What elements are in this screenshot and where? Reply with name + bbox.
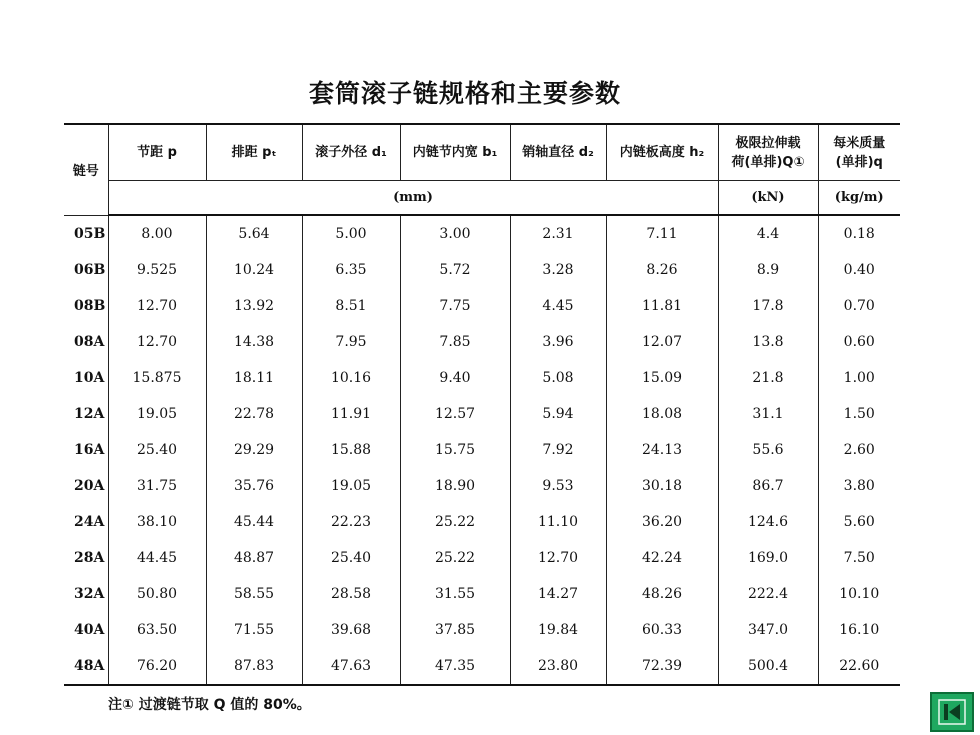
value-cell: 14.27 xyxy=(510,576,606,612)
value-cell: 11.91 xyxy=(302,396,400,432)
value-cell: 7.11 xyxy=(606,215,718,252)
unit-row xyxy=(64,181,900,216)
table-row xyxy=(64,468,900,504)
value-cell: 55.6 xyxy=(718,432,818,468)
value-cell: 4.4 xyxy=(718,215,818,252)
value-cell: 23.80 xyxy=(510,648,606,685)
header-row xyxy=(64,124,900,181)
value-cell: 44.45 xyxy=(108,540,206,576)
value-cell: 19.05 xyxy=(302,468,400,504)
value-cell: 29.29 xyxy=(206,432,302,468)
chain-number-cell: 16A xyxy=(74,442,105,458)
header-col-2-line: 排距 pₜ xyxy=(231,145,277,160)
header-col-7-line: 荷(单排)Q① xyxy=(731,154,805,170)
value-cell: 63.50 xyxy=(108,612,206,648)
value-cell: 25.40 xyxy=(108,432,206,468)
value-cell: 7.50 xyxy=(818,540,900,576)
value-cell: 8.00 xyxy=(108,215,206,252)
value-cell: 15.875 xyxy=(108,360,206,396)
value-cell: 19.05 xyxy=(108,396,206,432)
table-row xyxy=(64,252,900,288)
value-cell: 37.85 xyxy=(400,612,510,648)
value-cell: 22.23 xyxy=(302,504,400,540)
table-row xyxy=(64,648,900,685)
value-cell: 8.9 xyxy=(718,252,818,288)
value-cell: 11.10 xyxy=(510,504,606,540)
value-cell: 9.40 xyxy=(400,360,510,396)
value-cell: 3.80 xyxy=(818,468,900,504)
table-row xyxy=(64,215,900,252)
value-cell: 25.22 xyxy=(400,540,510,576)
value-cell: 48.87 xyxy=(206,540,302,576)
value-cell: 3.28 xyxy=(510,252,606,288)
value-cell: 10.16 xyxy=(302,360,400,396)
skip-to-first-icon xyxy=(937,698,967,726)
value-cell: 2.31 xyxy=(510,215,606,252)
value-cell: 347.0 xyxy=(718,612,818,648)
header-col-1 xyxy=(108,124,206,181)
value-cell: 25.40 xyxy=(302,540,400,576)
value-cell: 16.10 xyxy=(818,612,900,648)
value-cell: 7.92 xyxy=(510,432,606,468)
chain-number-cell: 24A xyxy=(74,514,105,530)
value-cell: 60.33 xyxy=(606,612,718,648)
header-col-4 xyxy=(400,124,510,181)
value-cell: 3.00 xyxy=(400,215,510,252)
header-col-8-line: (单排)q xyxy=(835,154,883,170)
value-cell: 124.6 xyxy=(718,504,818,540)
value-cell: 5.60 xyxy=(818,504,900,540)
table-row xyxy=(64,396,900,432)
chain-number-cell: 06B xyxy=(74,262,106,278)
value-cell: 21.8 xyxy=(718,360,818,396)
unit-mm: (mm) xyxy=(108,181,718,216)
value-cell: 31.1 xyxy=(718,396,818,432)
value-cell: 7.95 xyxy=(302,324,400,360)
page-title: 套筒滚子链规格和主要参数 xyxy=(308,79,621,108)
value-cell: 31.75 xyxy=(108,468,206,504)
value-cell: 10.24 xyxy=(206,252,302,288)
value-cell: 87.83 xyxy=(206,648,302,685)
header-col-1-line: 节距 p xyxy=(137,145,177,160)
value-cell: 12.70 xyxy=(510,540,606,576)
value-cell: 71.55 xyxy=(206,612,302,648)
value-cell: 1.50 xyxy=(818,396,900,432)
value-cell: 22.60 xyxy=(818,648,900,685)
value-cell: 12.57 xyxy=(400,396,510,432)
value-cell: 15.75 xyxy=(400,432,510,468)
value-cell: 38.10 xyxy=(108,504,206,540)
value-cell: 3.96 xyxy=(510,324,606,360)
header-col-5 xyxy=(510,124,606,181)
chain-number-cell: 32A xyxy=(74,586,105,602)
value-cell: 0.40 xyxy=(818,252,900,288)
header-col-3 xyxy=(302,124,400,181)
value-cell: 48.26 xyxy=(606,576,718,612)
value-cell: 18.11 xyxy=(206,360,302,396)
value-cell: 13.92 xyxy=(206,288,302,324)
chain-number-cell: 40A xyxy=(74,622,105,638)
table-row xyxy=(64,504,900,540)
value-cell: 86.7 xyxy=(718,468,818,504)
value-cell: 9.525 xyxy=(108,252,206,288)
value-cell: 22.78 xyxy=(206,396,302,432)
value-cell: 18.08 xyxy=(606,396,718,432)
chain-number-cell: 08A xyxy=(74,334,105,350)
table-row xyxy=(64,612,900,648)
value-cell: 0.60 xyxy=(818,324,900,360)
unit-kgm: (kg/m) xyxy=(818,181,900,216)
value-cell: 0.70 xyxy=(818,288,900,324)
value-cell: 0.18 xyxy=(818,215,900,252)
value-cell: 2.60 xyxy=(818,432,900,468)
value-cell: 72.39 xyxy=(606,648,718,685)
value-cell: 9.53 xyxy=(510,468,606,504)
chain-number-cell: 28A xyxy=(74,550,105,566)
table-row xyxy=(64,540,900,576)
value-cell: 15.09 xyxy=(606,360,718,396)
unit-kn: (kN) xyxy=(718,181,818,216)
chain-number-cell: 12A xyxy=(74,406,105,422)
value-cell: 6.35 xyxy=(302,252,400,288)
value-cell: 39.68 xyxy=(302,612,400,648)
value-cell: 15.88 xyxy=(302,432,400,468)
value-cell: 12.70 xyxy=(108,324,206,360)
header-col-2 xyxy=(206,124,302,181)
value-cell: 11.81 xyxy=(606,288,718,324)
value-cell: 47.63 xyxy=(302,648,400,685)
value-cell: 28.58 xyxy=(302,576,400,612)
value-cell: 58.55 xyxy=(206,576,302,612)
value-cell: 8.26 xyxy=(606,252,718,288)
table-row xyxy=(64,324,900,360)
chain-number-cell: 08B xyxy=(74,298,106,314)
value-cell: 14.38 xyxy=(206,324,302,360)
value-cell: 5.72 xyxy=(400,252,510,288)
table-row xyxy=(64,288,900,324)
table-row xyxy=(64,360,900,396)
value-cell: 25.22 xyxy=(400,504,510,540)
header-col-8 xyxy=(818,124,900,181)
first-slide-button[interactable] xyxy=(930,692,974,732)
header-col-8-line: 每米质量 xyxy=(833,135,886,151)
value-cell: 17.8 xyxy=(718,288,818,324)
value-cell: 12.07 xyxy=(606,324,718,360)
value-cell: 24.13 xyxy=(606,432,718,468)
header-col-6 xyxy=(606,124,718,181)
header-chain-no: 链号 xyxy=(64,124,108,215)
value-cell: 13.8 xyxy=(718,324,818,360)
value-cell: 10.10 xyxy=(818,576,900,612)
chain-number-cell: 10A xyxy=(74,370,105,386)
header-col-7-line: 极限拉伸载 xyxy=(735,135,801,151)
value-cell: 31.55 xyxy=(400,576,510,612)
table-row xyxy=(64,576,900,612)
footnote: 注① 过渡链节取 Q 值的 80%。 xyxy=(108,697,311,713)
value-cell: 12.70 xyxy=(108,288,206,324)
value-cell: 30.18 xyxy=(606,468,718,504)
value-cell: 169.0 xyxy=(718,540,818,576)
value-cell: 50.80 xyxy=(108,576,206,612)
header-col-3-line: 滚子外径 d₁ xyxy=(315,145,387,160)
chain-number-cell: 20A xyxy=(74,478,105,494)
value-cell: 7.85 xyxy=(400,324,510,360)
header-col-4-line: 内链节内宽 b₁ xyxy=(412,145,498,160)
value-cell: 76.20 xyxy=(108,648,206,685)
value-cell: 36.20 xyxy=(606,504,718,540)
value-cell: 18.90 xyxy=(400,468,510,504)
value-cell: 47.35 xyxy=(400,648,510,685)
value-cell: 500.4 xyxy=(718,648,818,685)
value-cell: 5.08 xyxy=(510,360,606,396)
chain-spec-table xyxy=(64,123,900,686)
value-cell: 4.45 xyxy=(510,288,606,324)
chain-number-cell: 05B xyxy=(74,225,106,242)
value-cell: 19.84 xyxy=(510,612,606,648)
value-cell: 5.94 xyxy=(510,396,606,432)
value-cell: 1.00 xyxy=(818,360,900,396)
value-cell: 7.75 xyxy=(400,288,510,324)
value-cell: 5.00 xyxy=(302,215,400,252)
value-cell: 35.76 xyxy=(206,468,302,504)
value-cell: 45.44 xyxy=(206,504,302,540)
header-col-7 xyxy=(718,124,818,181)
table-row xyxy=(64,432,900,468)
value-cell: 222.4 xyxy=(718,576,818,612)
value-cell: 42.24 xyxy=(606,540,718,576)
value-cell: 8.51 xyxy=(302,288,400,324)
header-col-6-line: 内链板高度 h₂ xyxy=(619,145,705,160)
value-cell: 5.64 xyxy=(206,215,302,252)
header-col-5-line: 销轴直径 d₂ xyxy=(522,145,594,160)
chain-number-cell: 48A xyxy=(64,648,108,685)
